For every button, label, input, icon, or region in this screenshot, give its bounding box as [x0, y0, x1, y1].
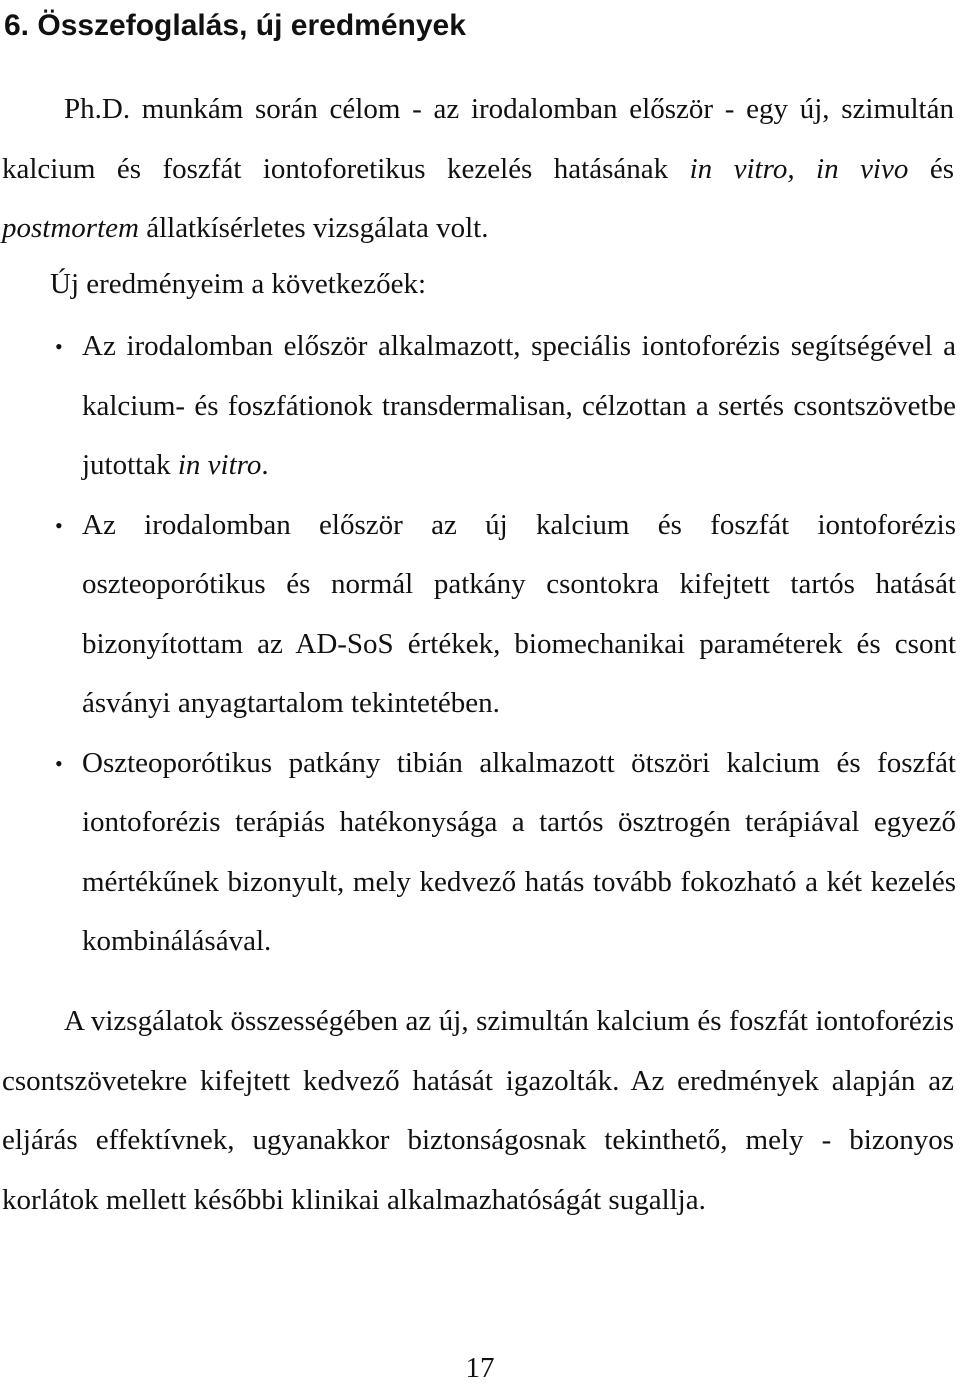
page-number: 17	[465, 1352, 495, 1384]
list-item	[0, 496, 956, 734]
section-heading: 6. Összefoglalás, új eredmények	[4, 9, 466, 42]
list-item-text: Az irodalomban először az új kalcium és foszfát iontoforézis oszteoporótikus és normál patkány csontokra kifejtett tartós hatását bizonyítottam az AD-SoS értékek, biomechanikai paraméterek és csont ásványi anyagtartalom tekintetében.	[82, 508, 956, 719]
list-item-text: Az irodalomban először alkalmazott, speciális iontoforézis segítségével a kalcium- és foszfátionok transdermalisan, célzottan a sertés csontszövetbe jutottak	[82, 330, 956, 481]
intro-postmortem: postmortem	[2, 212, 139, 244]
intro-text-1: Ph.D. munkám során célom - az irodalomban először - egy új, szimultán kalcium és foszfát iontoforetikus kezelés hatásának	[2, 93, 954, 185]
list-item	[0, 317, 956, 496]
bullet-icon: •	[55, 750, 63, 776]
list-item-text: Oszteoporótikus patkány tibián alkalmazott ötszöri kalcium és foszfát iontoforézis terápiás hatékonysága a tartós ösztrogén terápiával egyező mértékűnek bizonyult, mely kedvező hatás tovább fokozható a két kezelés kombinálásával.	[82, 746, 956, 957]
intro-paragraph	[2, 80, 954, 259]
intro-text-3: és	[908, 152, 954, 185]
bullet-icon: •	[55, 512, 63, 538]
results-lead: Új eredményeim a következőek:	[50, 268, 427, 300]
list-item-italic: in vitro	[177, 449, 262, 481]
results-list	[0, 317, 956, 972]
intro-in-vitro: in vitro,	[689, 152, 795, 185]
intro-in-vivo: in vivo	[816, 152, 909, 185]
summary-paragraph: A vizsgálatok összességében az új, szimultán kalcium és foszfát iontoforézis csontszövetekre kifejtett kedvező hatását igazolták. Az eredmények alapján az eljárás effektívnek, ugyanakkor biztonságosnak tekinthető, mely - bizonyos korlátok mellett későbbi klinikai alkalmazhatóságát sugallja.	[2, 1005, 954, 1216]
list-item-tail: .	[261, 449, 269, 481]
intro-text-2	[795, 153, 816, 185]
intro-text-4: állatkísérletes vizsgálata volt.	[138, 212, 489, 244]
list-item	[0, 734, 956, 972]
bullet-icon: •	[55, 334, 63, 359]
